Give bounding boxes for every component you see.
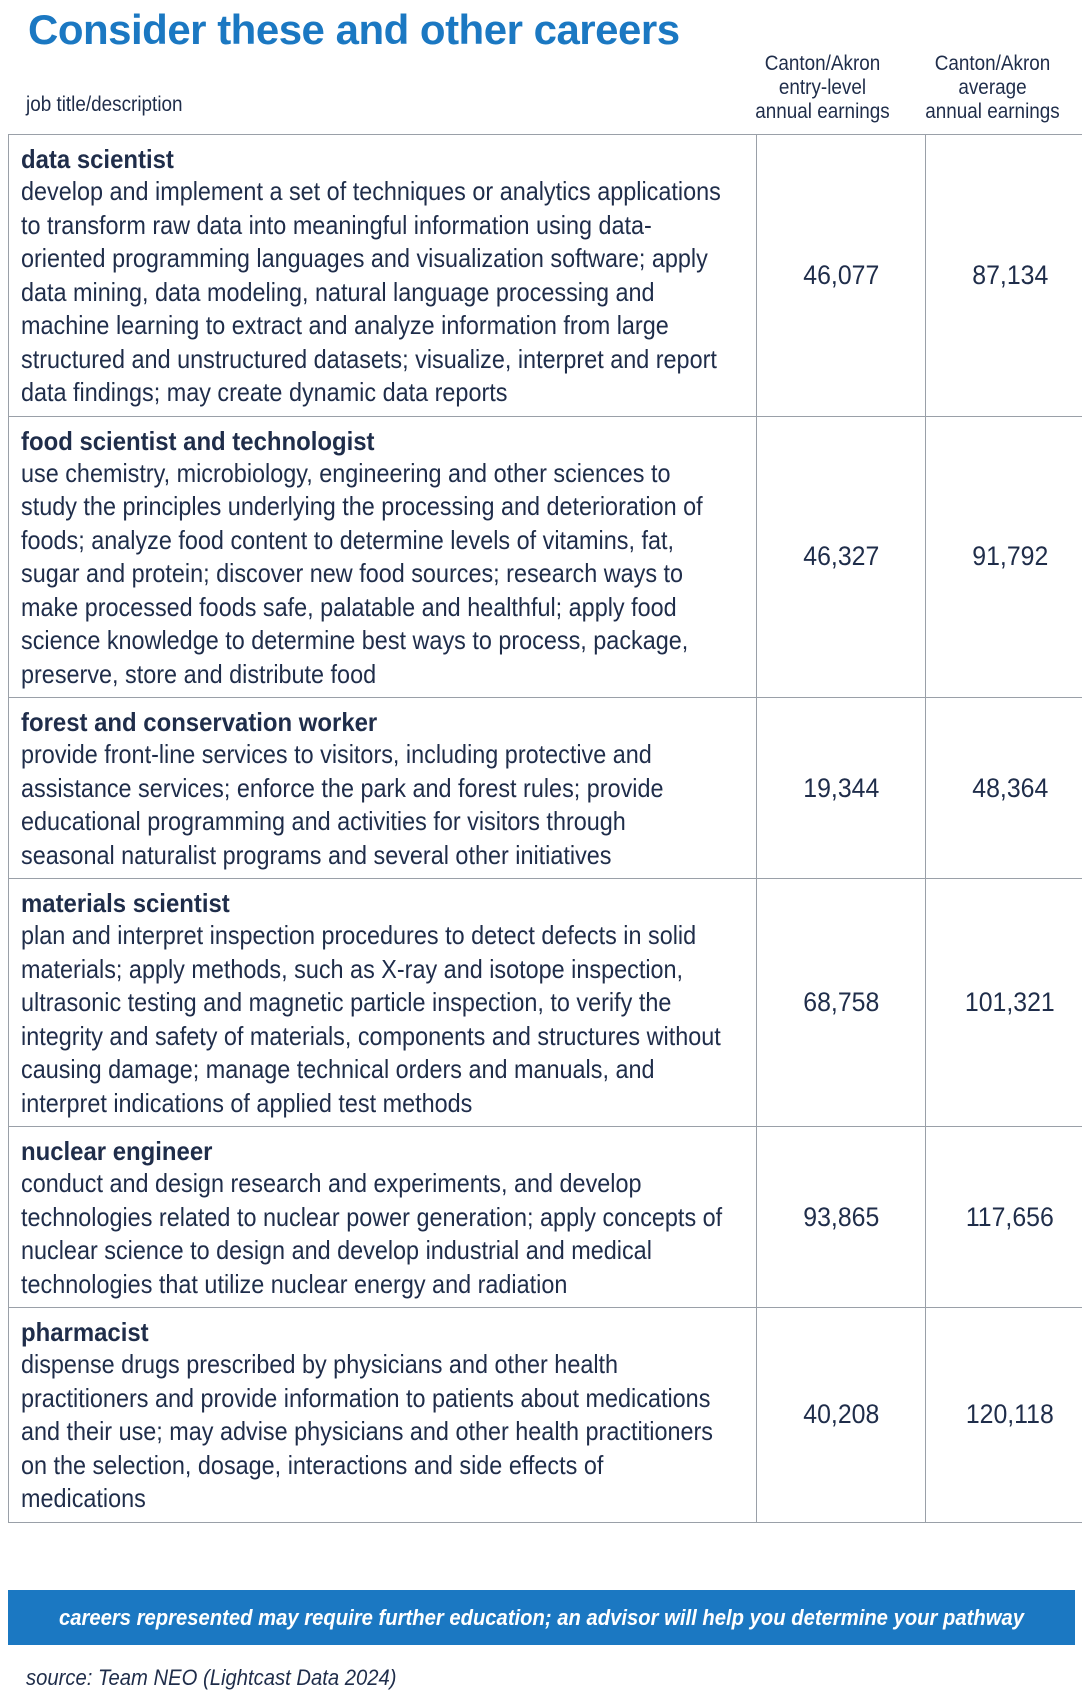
career-title: data scientist (21, 144, 174, 174)
career-cell (9, 1127, 757, 1308)
career-cell (9, 416, 757, 698)
average-earnings-cell (926, 698, 1082, 879)
career-description: conduct and design research and experiments, and develop technologies related to nuclear power generation; apply concepts of nuclear science to design and develop industrial and medical technologies that utilize nuclear energy and radiation (21, 1168, 723, 1299)
average-earnings-value: 120,118 (966, 1399, 1054, 1430)
career-description: dispense drugs prescribed by physicians and other health practitioners and provide information to patients about medications and their use; may advise physicians and other health practitioners on the selection, dosage, interactions and side effects of medications (21, 1349, 714, 1513)
career-title: pharmacist (21, 1317, 149, 1347)
source-credit: source: Team NEO (Lightcast Data 2024) (26, 1665, 397, 1690)
career-description: use chemistry, microbiology, engineering and other sciences to study the principles underlying the processing and deterioration of foods; analyze food content to determine levels of vitamins, fat, sugar and protein; discover new food sources; research ways to make processed foods safe, palatable and healthful; apply food science knowledge to determine best ways to process, package, preserve, store and distribute food (21, 457, 703, 689)
table-row (9, 135, 1082, 417)
column-header-average-line: annual earnings (925, 100, 1060, 123)
entry-earnings-cell (757, 416, 926, 698)
average-earnings-value: 91,792 (972, 541, 1048, 572)
entry-earnings-cell (757, 698, 926, 879)
table-row (9, 416, 1082, 698)
column-header-average-earnings (918, 52, 1067, 124)
career-cell (9, 135, 757, 417)
table-row (9, 879, 1082, 1127)
career-description: plan and interpret inspection procedures to detect defects in solid materials; apply methods, such as X-ray and isotope inspection, ultrasonic testing and magnetic particle inspection, to verify the integrity and safety of materials, components and structures without causing damage; manage technical orders and manuals, and interpret indications of applied test methods (21, 920, 721, 1118)
footer-note: careers represented may require further education; an advisor will help you determine your pathway (58, 1604, 1025, 1630)
average-earnings-cell (926, 879, 1082, 1127)
entry-earnings-value: 68,758 (803, 987, 879, 1017)
career-cell (9, 698, 757, 879)
career-cell (9, 1308, 757, 1523)
table-row (9, 1308, 1082, 1523)
column-header-job: job title/description (26, 93, 183, 116)
average-earnings-value: 48,364 (972, 772, 1048, 803)
career-description: develop and implement a set of techniques or analytics applications to transform raw data into meaningful information using data-oriented programming languages and visualization software; apply data mining, data modeling, natural language processing and machine learning to extract and analyze information from large structured and unstructured datasets; visualize, interpret and report data findings; may create dynamic data reports (21, 176, 721, 407)
career-title: materials scientist (21, 888, 230, 918)
footer-note-bar (8, 1590, 1075, 1645)
table-row (9, 1127, 1082, 1308)
entry-earnings-cell (757, 1127, 926, 1308)
average-earnings-value: 87,134 (972, 259, 1048, 290)
average-earnings-cell (926, 416, 1082, 698)
average-earnings-value: 117,656 (966, 1201, 1054, 1232)
average-earnings-cell (926, 135, 1082, 417)
career-cell (9, 879, 757, 1127)
entry-earnings-value: 93,865 (803, 1201, 879, 1232)
entry-earnings-value: 40,208 (803, 1399, 879, 1430)
column-header-entry-earnings (748, 52, 897, 124)
entry-earnings-value: 19,344 (803, 772, 879, 803)
column-header-entry-line: Canton/Akron (764, 52, 881, 75)
career-title: forest and conservation worker (21, 707, 378, 737)
column-header-average-line: average (958, 76, 1027, 99)
entry-earnings-cell (757, 1308, 926, 1523)
average-earnings-cell (926, 1308, 1082, 1523)
career-title: nuclear engineer (21, 1136, 213, 1166)
column-header-entry-line: entry-level (778, 76, 867, 99)
career-description: provide front-line services to visitors, including protective and assistance services; enforce the park and forest rules; provide educational programming and activities for visitors through seasonal naturalist programs and several other initiatives (21, 739, 664, 870)
entry-earnings-cell (757, 879, 926, 1127)
average-earnings-cell (926, 1127, 1082, 1308)
career-title: food scientist and technologist (21, 425, 375, 456)
page-title: Consider these and other careers (28, 6, 680, 53)
column-header-entry-line: annual earnings (755, 100, 890, 123)
average-earnings-value: 101,321 (965, 987, 1055, 1017)
entry-earnings-value: 46,327 (803, 541, 879, 572)
entry-earnings-cell (757, 135, 926, 417)
table-row (9, 698, 1082, 879)
careers-table (8, 134, 1082, 1523)
column-header-average-line: Canton/Akron (934, 52, 1051, 75)
entry-earnings-value: 46,077 (803, 259, 879, 290)
